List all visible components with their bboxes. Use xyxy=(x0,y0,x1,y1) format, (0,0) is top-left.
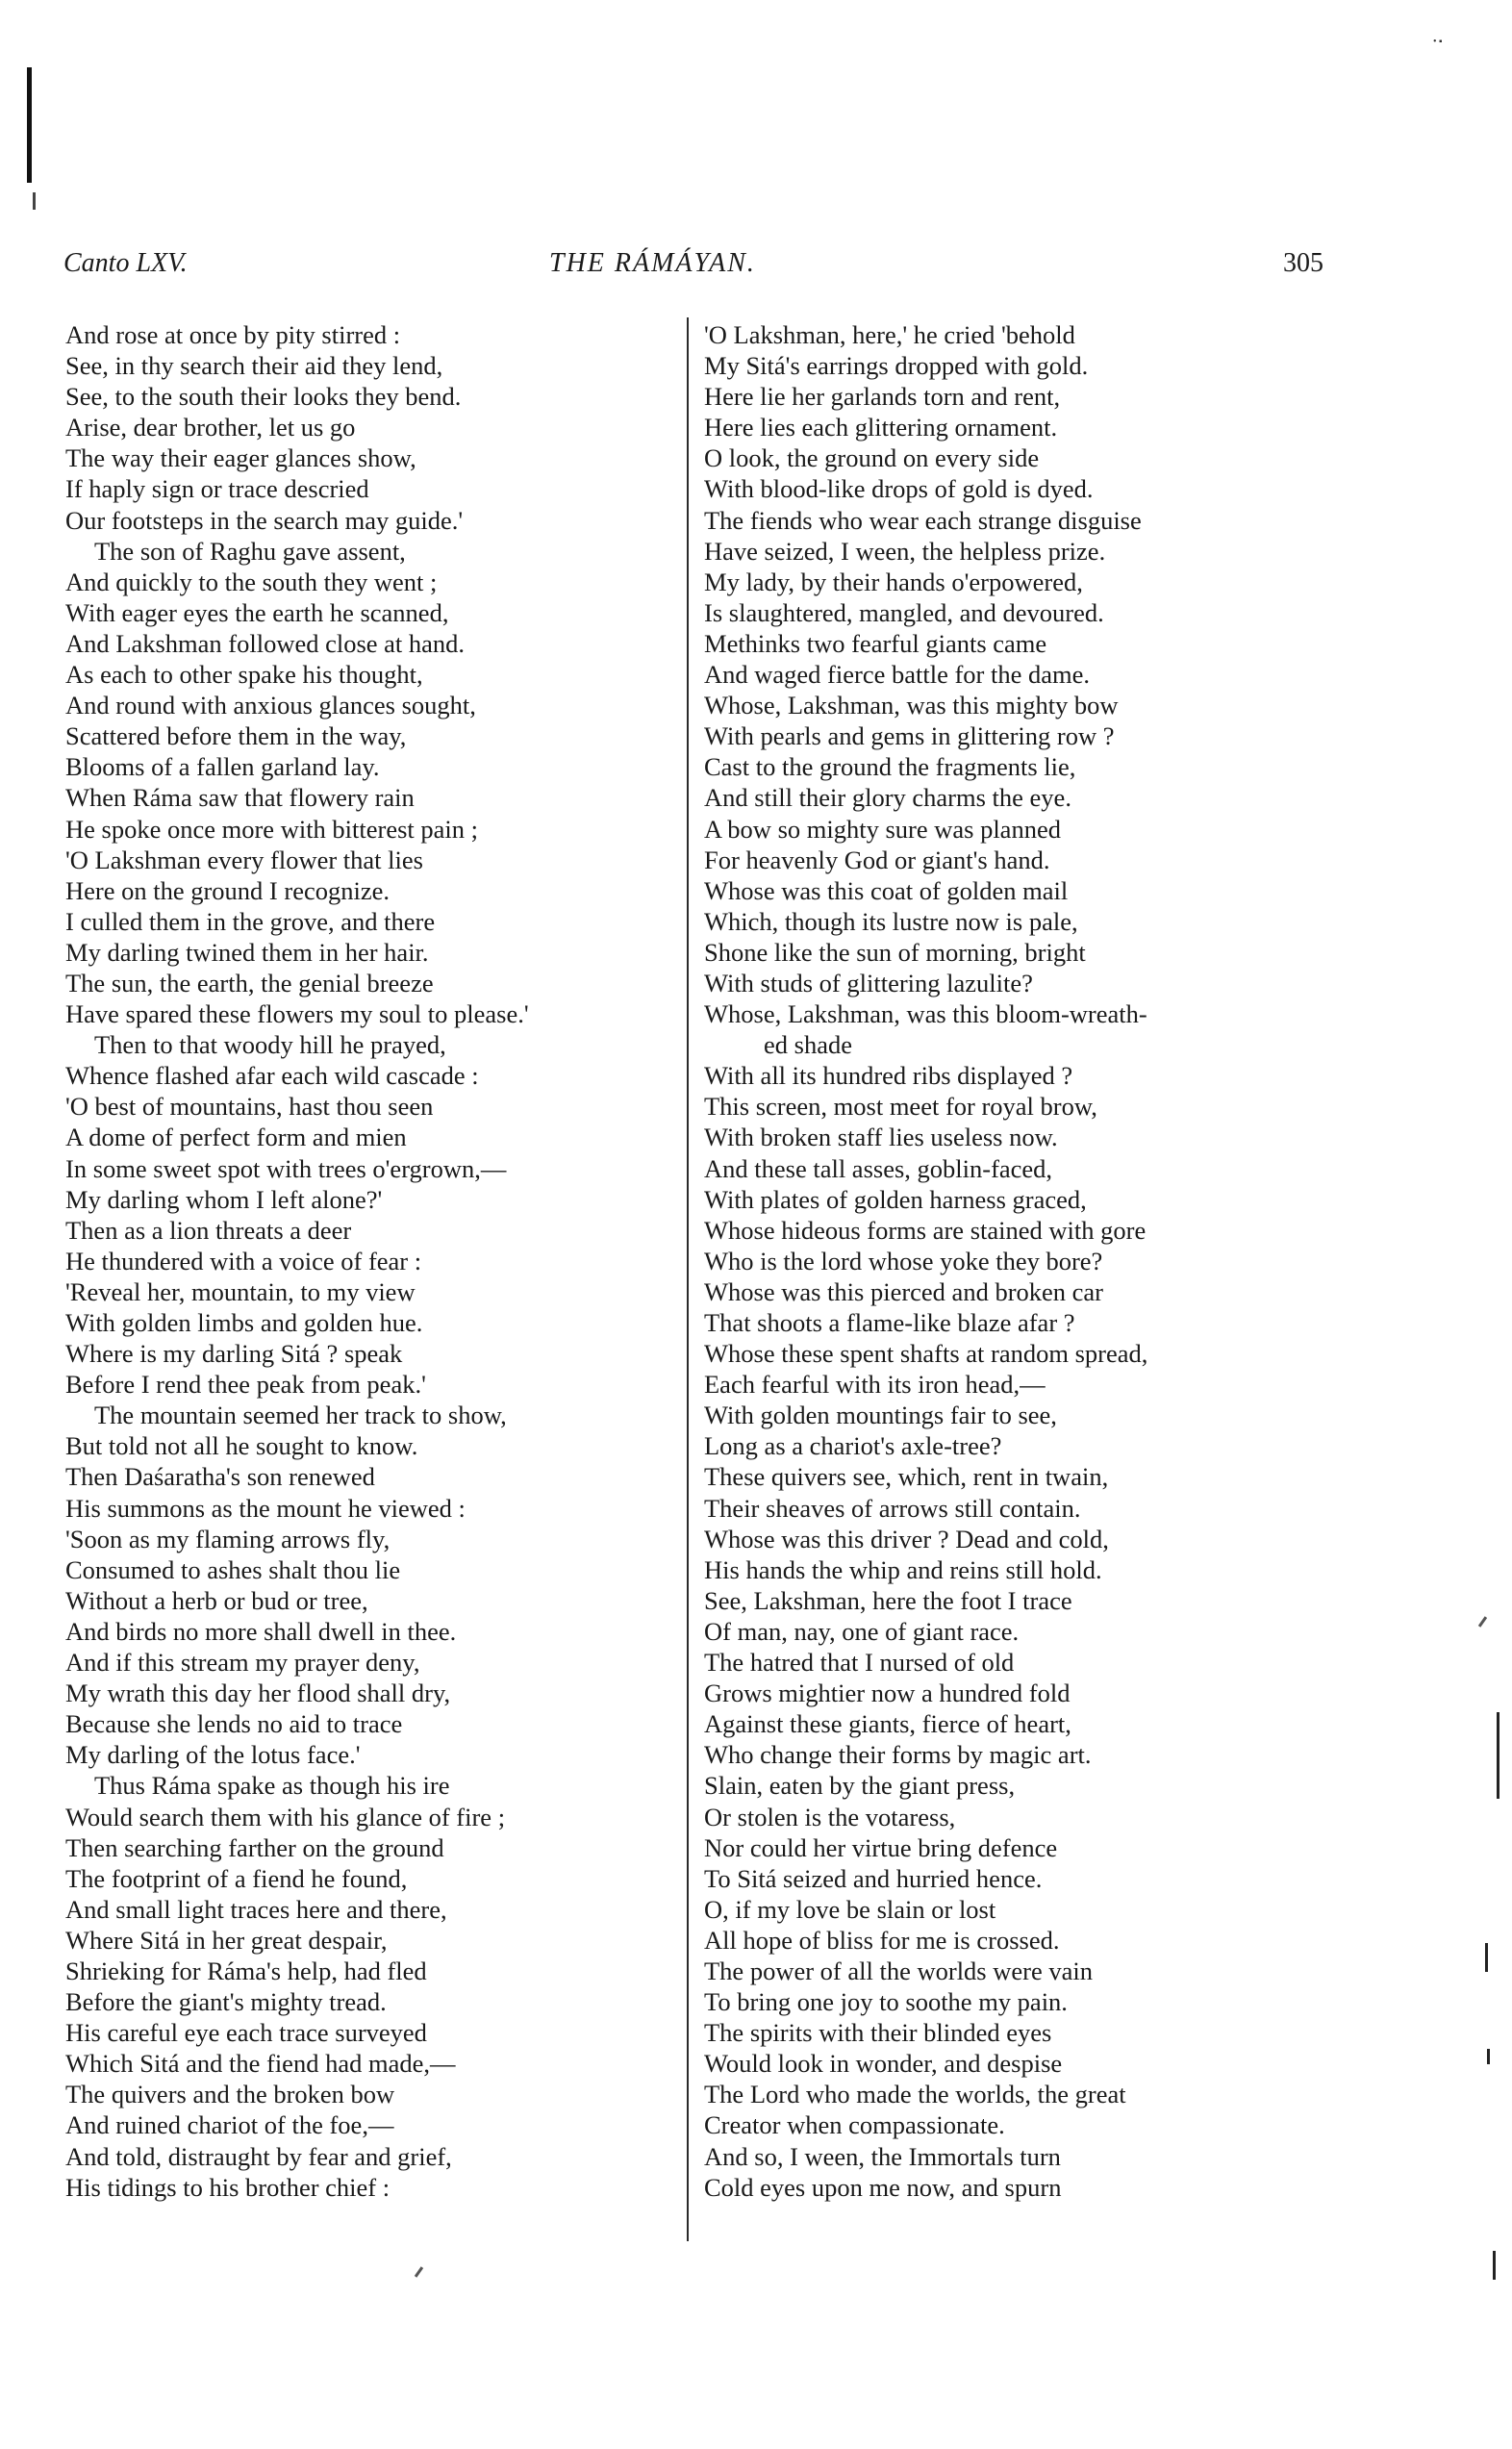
verse-line: Whose was this pierced and broken car xyxy=(704,1276,1104,1306)
book-title: THE RÁMÁYAN. xyxy=(549,248,756,278)
verse-line: Then searching farther on the ground xyxy=(65,1832,444,1862)
verse-line: Would look in wonder, and despise xyxy=(704,2049,1063,2079)
verse-line: Methinks two fearful giants came xyxy=(704,628,1047,658)
verse-line: Thus Ráma spake as though his ire xyxy=(94,1771,450,1801)
verse-line: The son of Raghu gave assent, xyxy=(94,536,406,566)
verse-line: With golden limbs and golden hue. xyxy=(65,1308,423,1337)
verse-line: With studs of glittering lazulite? xyxy=(704,968,1033,997)
verse-line: His careful eye each trace surveyed xyxy=(65,2018,427,2048)
verse-line: Or stolen is the votaress, xyxy=(704,1802,956,1831)
verse-line: I culled them in the grove, and there xyxy=(65,906,436,936)
verse-line: My wrath this day her flood shall dry, xyxy=(65,1679,451,1708)
verse-line: With blood-like drops of gold is dyed. xyxy=(704,474,1094,504)
scan-speck xyxy=(415,2266,423,2278)
verse-line: 'Soon as my flaming arrows fly, xyxy=(65,1524,391,1553)
verse-line: If haply sign or trace descried xyxy=(65,474,369,504)
verse-line: The sun, the earth, the genial breeze xyxy=(65,968,434,997)
scan-edge-mark xyxy=(1485,1943,1488,1972)
verse-line: And quickly to the south they went ; xyxy=(65,567,438,596)
verse-line: Slain, eaten by the giant press, xyxy=(704,1771,1016,1801)
verse-line: The footprint of a fiend he found, xyxy=(65,1863,408,1893)
verse-line: See, in thy search their aid they lend, xyxy=(65,351,443,381)
verse-line: With broken staff lies useless now. xyxy=(704,1123,1058,1152)
verse-line: He thundered with a voice of fear : xyxy=(65,1246,422,1275)
scan-edge-mark xyxy=(1497,1712,1499,1799)
verse-line: A bow so mighty sure was planned xyxy=(704,814,1061,844)
verse-line: Would search them with his glance of fire ; xyxy=(65,1802,506,1831)
verse-line: And if this stream my prayer deny, xyxy=(65,1648,420,1678)
verse-line: He spoke once more with bitterest pain ; xyxy=(65,814,479,844)
verse-line: Each fearful with its iron head,— xyxy=(704,1370,1046,1400)
verse-line: The Lord who made the worlds, the great xyxy=(704,2080,1126,2109)
verse-line: My darling twined them in her hair. xyxy=(65,937,429,967)
column-rule xyxy=(687,317,689,2241)
verse-line: Cold eyes upon me now, and spurn xyxy=(704,2172,1062,2202)
verse-line: ed shade xyxy=(764,1030,852,1060)
verse-line: And ruined chariot of the foe,— xyxy=(65,2110,394,2140)
left-column xyxy=(65,319,681,2203)
verse-line: All hope of bliss for me is crossed. xyxy=(704,1925,1060,1955)
right-column xyxy=(704,319,1329,2203)
canto-label: Canto LXV. xyxy=(63,248,188,278)
verse-line: Without a herb or bud or tree, xyxy=(65,1585,368,1615)
verse-line: 'O Lakshman, here,' he cried 'behold xyxy=(704,320,1075,349)
verse-line: Who change their forms by magic art. xyxy=(704,1740,1092,1770)
verse-line: Whose was this driver ? Dead and cold, xyxy=(704,1524,1109,1553)
verse-line: Then Daśaratha's son renewed xyxy=(65,1462,375,1492)
verse-line: Grows mightier now a hundred fold xyxy=(704,1679,1071,1708)
verse-line: And so, I ween, the Immortals turn xyxy=(704,2141,1061,2171)
scan-speck xyxy=(1478,1616,1487,1628)
scan-edge-mark xyxy=(27,67,32,183)
verse-line: O, if my love be slain or lost xyxy=(704,1894,996,1924)
verse-line: And waged fierce battle for the dame. xyxy=(704,660,1090,690)
verse-line: Which Sitá and the fiend had made,— xyxy=(65,2049,456,2079)
verse-line: The fiends who wear each strange disguise xyxy=(704,505,1142,535)
verse-line: See, Lakshman, here the foot I trace xyxy=(704,1585,1072,1615)
scan-edge-mark xyxy=(1493,2251,1496,2280)
scan-specks: • ▪ xyxy=(1433,37,1443,47)
verse-line: Before the giant's mighty tread. xyxy=(65,1987,387,2017)
verse-line: A dome of perfect form and mien xyxy=(65,1123,407,1152)
verse-line: His hands the whip and reins still hold. xyxy=(704,1554,1102,1584)
verse-line: With all its hundred ribs displayed ? xyxy=(704,1061,1073,1091)
verse-line: The hatred that I nursed of old xyxy=(704,1648,1015,1678)
verse-line: And still their glory charms the eye. xyxy=(704,783,1071,813)
verse-line: With plates of golden harness graced, xyxy=(704,1184,1087,1214)
verse-line: Of man, nay, one of giant race. xyxy=(704,1616,1020,1646)
verse-line: 'Reveal her, mountain, to my view xyxy=(65,1276,416,1306)
verse-line: Shone like the sun of morning, bright xyxy=(704,937,1086,967)
verse-line: For heavenly God or giant's hand. xyxy=(704,845,1050,874)
verse-line: The spirits with their blinded eyes xyxy=(704,2018,1052,2048)
verse-line: The power of all the worlds were vain xyxy=(704,1956,1093,1985)
verse-line: Here lies each glittering ornament. xyxy=(704,413,1058,442)
verse-line: His tidings to his brother chief : xyxy=(65,2172,391,2202)
verse-line: And round with anxious glances sought, xyxy=(65,691,476,720)
verse-line: And rose at once by pity stirred : xyxy=(65,320,401,349)
verse-line: Here lie her garlands torn and rent, xyxy=(704,382,1061,412)
verse-line: As each to other spake his thought, xyxy=(65,660,423,690)
verse-line: To Sitá seized and hurried hence. xyxy=(704,1863,1043,1893)
verse-line: Cast to the ground the fragments lie, xyxy=(704,752,1076,782)
verse-line: And Lakshman followed close at hand. xyxy=(65,628,466,658)
verse-line: Then to that woody hill he prayed, xyxy=(94,1030,446,1060)
verse-line: Is slaughtered, mangled, and devoured. xyxy=(704,597,1104,627)
verse-line: Because she lends no aid to trace xyxy=(65,1709,403,1739)
verse-line: Have spared these flowers my soul to please.' xyxy=(65,999,529,1029)
verse-line: Against these giants, fierce of heart, xyxy=(704,1709,1071,1739)
verse-line: Blooms of a fallen garland lay. xyxy=(65,752,380,782)
verse-line: When Ráma saw that flowery rain xyxy=(65,783,415,813)
running-header xyxy=(63,248,1323,287)
verse-line: And birds no more shall dwell in thee. xyxy=(65,1616,457,1646)
verse-line: Shrieking for Ráma's help, had fled xyxy=(65,1956,427,1985)
scan-edge-mark xyxy=(33,192,36,210)
verse-line: Consumed to ashes shalt thou lie xyxy=(65,1554,401,1584)
scan-edge-mark xyxy=(1487,2049,1490,2064)
page-number: 305 xyxy=(1283,248,1323,278)
verse-line: To bring one joy to soothe my pain. xyxy=(704,1987,1068,2017)
verse-line: Whose these spent shafts at random spread, xyxy=(704,1339,1148,1369)
verse-line: The way their eager glances show, xyxy=(65,443,416,473)
verse-line: Creator when compassionate. xyxy=(704,2110,1005,2140)
verse-line: Arise, dear brother, let us go xyxy=(65,413,356,442)
verse-line: With eager eyes the earth he scanned, xyxy=(65,597,449,627)
verse-line: Whose hideous forms are stained with gore xyxy=(704,1215,1147,1245)
verse-line: Whence flashed afar each wild cascade : xyxy=(65,1061,479,1091)
verse-line: Whose was this coat of golden mail xyxy=(704,875,1069,905)
verse-line: And small light traces here and there, xyxy=(65,1894,447,1924)
verse-line: My lady, by their hands o'erpowered, xyxy=(704,567,1083,596)
verse-line: And these tall asses, goblin-faced, xyxy=(704,1153,1053,1183)
verse-line: Their sheaves of arrows still contain. xyxy=(704,1493,1081,1523)
verse-line: Whose, Lakshman, was this mighty bow xyxy=(704,691,1119,720)
verse-line: These quivers see, which, rent in twain, xyxy=(704,1462,1109,1492)
verse-line: But told not all he sought to know. xyxy=(65,1431,418,1461)
verse-line: See, to the south their looks they bend. xyxy=(65,382,462,412)
verse-line: And told, distraught by fear and grief, xyxy=(65,2141,452,2171)
verse-line: With golden mountings fair to see, xyxy=(704,1401,1057,1430)
verse-line: Where is my darling Sitá ? speak xyxy=(65,1339,403,1369)
verse-line: Here on the ground I recognize. xyxy=(65,875,390,905)
verse-line: My darling of the lotus face.' xyxy=(65,1740,361,1770)
verse-line: Nor could her virtue bring defence xyxy=(704,1832,1058,1862)
verse-line: His summons as the mount he viewed : xyxy=(65,1493,466,1523)
verse-line: With pearls and gems in glittering row ? xyxy=(704,721,1115,751)
verse-line: Then as a lion threats a deer xyxy=(65,1215,352,1245)
verse-line: The quivers and the broken bow xyxy=(65,2080,395,2109)
verse-line: My Sitá's earrings dropped with gold. xyxy=(704,351,1089,381)
verse-line: That shoots a flame-like blaze afar ? xyxy=(704,1308,1075,1337)
verse-line: The mountain seemed her track to show, xyxy=(94,1401,507,1430)
verse-line: 'O best of mountains, hast thou seen xyxy=(65,1092,434,1122)
verse-line: Whose, Lakshman, was this bloom-wreath- xyxy=(704,999,1147,1029)
verse-line: Before I rend thee peak from peak.' xyxy=(65,1370,426,1400)
verse-line: Long as a chariot's axle-tree? xyxy=(704,1431,1002,1461)
verse-line: 'O Lakshman every flower that lies xyxy=(65,845,423,874)
verse-line: This screen, most meet for royal brow, xyxy=(704,1092,1097,1122)
verse-line: Have seized, I ween, the helpless prize. xyxy=(704,536,1106,566)
verse-line: Which, though its lustre now is pale, xyxy=(704,906,1078,936)
verse-line: My darling whom I left alone?' xyxy=(65,1184,383,1214)
verse-line: O look, the ground on every side xyxy=(704,443,1040,473)
verse-line: Who is the lord whose yoke they bore? xyxy=(704,1246,1103,1275)
verse-line: Our footsteps in the search may guide.' xyxy=(65,505,464,535)
verse-line: In some sweet spot with trees o'ergrown,— xyxy=(65,1153,507,1183)
verse-line: Scattered before them in the way, xyxy=(65,721,407,751)
verse-line: Where Sitá in her great despair, xyxy=(65,1925,388,1955)
